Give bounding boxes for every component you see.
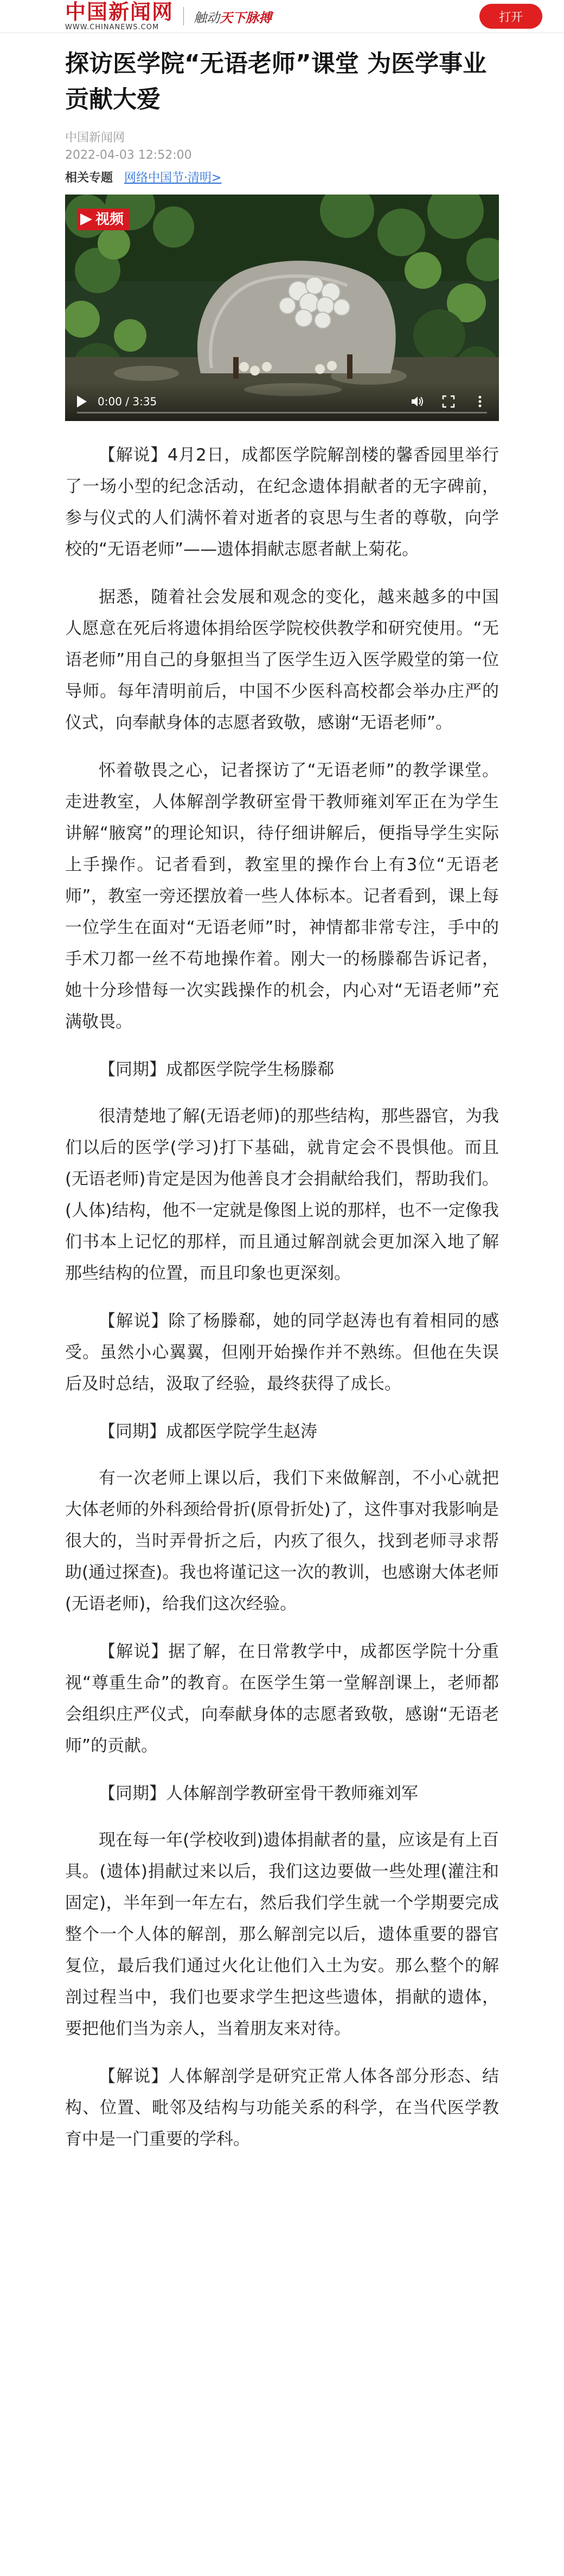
- video-time: 0:00 / 3:35: [98, 395, 157, 408]
- fullscreen-icon[interactable]: [441, 394, 456, 409]
- video-badge-label: 视频: [95, 211, 124, 228]
- article-source: 中国新闻网: [65, 131, 125, 145]
- logo-url: WWW.CHINANEWS.COM: [65, 23, 159, 31]
- paragraph-5: 【解说】据了解，在日常教学中，成都医学院十分重视“尊重生命”的教育。在医学生第一堂解剖课上，老师都会组织庄严仪式，向奉献身体的志愿者致敬，感谢“无语老师”的贡献。: [65, 1642, 499, 1756]
- logo-text: 中国新闻网: [65, 0, 174, 24]
- paragraph-quote-2: 有一次老师上课以后，我们下来做解剖，不小心就把大体老师的外科颈给骨折(原骨折处)了，这件事对我影响是很大的，当时弄骨折之后，内疚了很久，找到老师寻求帮助(通过探查)。我也将谨记这一次的教训，也感谢大体老师(无语老师)，给我们这次经验。: [65, 1468, 499, 1614]
- article-meta: [0, 130, 564, 164]
- paragraph-quote-3: 现在每一年(学校收到)遗体捐献者的量，应该是有上百具。(遗体)捐献过来以后，我们这边要做一些处理(灌注和固定)，半年到一年左右，然后我们学生就一个学期要完成整个一个人体的解剖，那么解剖完以后，遗体重要的器官复位，最后我们通过火化让他们入土为安。那么整个的解剖过程当中，我们也要求学生把这些遗体，捐献的遗体，要把他们当为亲人，当着朋友来对待。: [65, 1830, 499, 2038]
- related-topic-link[interactable]: 网络中国节·清明>: [124, 171, 222, 185]
- speaker-label-3: 【同期】人体解剖学教研室骨干教师雍刘军: [99, 1784, 418, 1803]
- paragraph-3: 怀着敬畏之心，记者探访了“无语老师”的教学课堂。走进教室，人体解剖学教研室骨干教师雍刘军正在为学生讲解“腋窝”的理论知识，待仔细讲解后，便指导学生实际上手操作。记者看到，教室里的操作台上有3位“无语老师”，教室一旁还摆放着一些人体标本。记者看到，课上每一位学生在面对“无语老师”时，神情都非常专注，手中的手术刀都一丝不苟地操作着。刚大一的杨滕郗告诉记者，她十分珍惜每一次实践操作的机会，内心对“无语老师”充满敬畏。: [65, 761, 499, 1032]
- brand-area[interactable]: [65, 2, 272, 31]
- open-app-button[interactable]: 打开: [479, 4, 542, 29]
- slogan-prefix: 触动: [194, 10, 220, 25]
- video-progress-bar[interactable]: [77, 412, 487, 413]
- article-body: [0, 439, 564, 2155]
- paragraph-4: 【解说】除了杨滕郗，她的同学赵涛也有着相同的感受。虽然小心翼翼，但刚开始操作并不熟练。但他在失误后及时总结，汲取了经验，最终获得了成长。: [65, 1311, 499, 1394]
- article-title: 探访医学院“无语老师”课堂 为医学事业贡献大爱: [65, 50, 487, 113]
- logo-divider: [183, 7, 184, 25]
- paragraph-2: 据悉，随着社会发展和观念的变化，越来越多的中国人愿意在死后将遗体捐给医学院校供教学和研究使用。“无语老师”用自己的身躯担当了医学生迈入医学殿堂的第一位导师。每年清明前后，中国不少医科高校都会举办庄严的仪式，向奉献身体的志愿者致敬，感谢“无语老师”。: [65, 587, 499, 733]
- video-player[interactable]: [65, 195, 499, 421]
- paragraph-quote-1: 很清楚地了解(无语老师)的那些结构，那些器官，为我们以后的医学(学习)打下基础，就肯定会不畏惧他。而且(无语老师)肯定是因为他善良才会捐献给我们，帮助我们。(人体)结构，他不一定就是像图上说的那样，也不一定像我们书本上记忆的那样，而且通过解剖就会更加深入地了解那些结构的位置，而且印象也更深刻。: [65, 1106, 499, 1283]
- volume-icon[interactable]: [410, 394, 424, 409]
- related-topic: [0, 170, 564, 187]
- more-options-icon[interactable]: [473, 394, 487, 409]
- article-datetime: 2022-04-03 12:52:00: [65, 148, 192, 162]
- top-bar: [0, 0, 564, 33]
- video-badge: [77, 209, 129, 230]
- slogan-highlight: 天下脉搏: [220, 9, 272, 25]
- paragraph-1: 【解说】4月2日，成都医学院解剖楼的馨香园里举行了一场小型的纪念活动，在纪念遗体捐献者的无字碑前，参与仪式的人们满怀着对逝者的哀思与生者的尊敬，向学校的“无语老师”——遗体捐献志愿者献上菊花。: [65, 445, 499, 559]
- related-label: 相关专题: [65, 171, 113, 185]
- video-badge-play-icon: [80, 213, 92, 225]
- play-icon[interactable]: [77, 396, 87, 407]
- paragraph-6: 【解说】人体解剖学是研究正常人体各部分形态、结构、位置、毗邻及结构与功能关系的科学，在当代医学教育中是一门重要的学科。: [65, 2067, 499, 2149]
- site-logo[interactable]: [65, 2, 174, 31]
- speaker-label-2: 【同期】成都医学院学生赵涛: [99, 1422, 317, 1441]
- slogan: [194, 7, 272, 26]
- video-controls: [65, 382, 499, 421]
- speaker-label-1: 【同期】成都医学院学生杨滕郗: [99, 1060, 334, 1079]
